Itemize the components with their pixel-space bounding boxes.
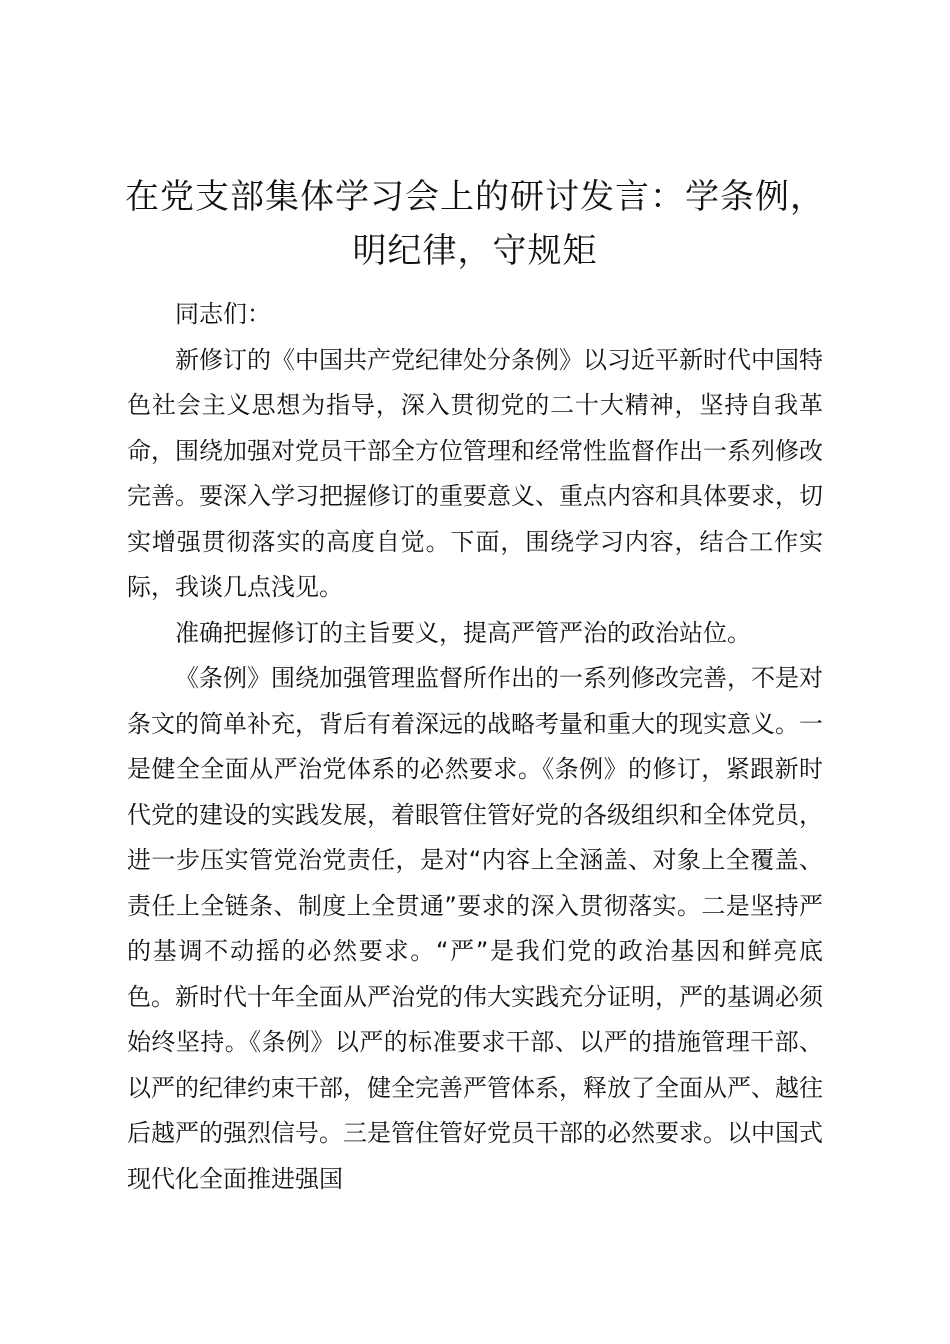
document-title: 在党支部集体学习会上的研讨发言：学条例，明纪律，守规矩: [125, 177, 825, 271]
paragraph-salutation: 同志们：: [175, 300, 271, 328]
paragraph-heading: 准确把握修订的主旨要义，提高严管严治的政治站位。: [175, 618, 751, 647]
document-body: [127, 292, 823, 1202]
paragraph-body: 《条例》围绕加强管理监督所作出的一系列修改完善，不是对条文的简单补充，背后有着深远的战略考量和重大的现实意义。一是健全全面从严治党体系的必然要求。《条例》的修订，紧跟新时代党的建设的实践发展，着眼管住管好党的各级组织和全体党员，进一步压实管党治党责任，是对“内容上全涵盖、对象上全覆盖、责任上全链条、制度上全贯通”要求的深入贯彻落实。二是坚持严的基调不动摇的必然要求。“严”是我们党的政治基因和鲜亮底色。新时代十年全面从严治党的伟大实践充分证明，严的基调必须始终坚持。《条例》以严的标准要求干部、以严的措施管理干部、以严的纪律约束干部，健全完善严管体系，释放了全面从严、越往后越严的强烈信号。三是管住管好党员干部的必然要求。以中国式现代化全面推进强国: [127, 664, 823, 1193]
paragraph-intro: 新修订的《中国共产党纪律处分条例》以习近平新时代中国特色社会主义思想为指导，深入贯彻党的二十大精神，坚持自我革命，围绕加强对党员干部全方位管理和经常性监督作出一系列修改完善。要深入学习把握修订的重要意义、重点内容和具体要求，切实增强贯彻落实的高度自觉。下面，围绕学习内容，结合工作实际，我谈几点浅见。: [127, 345, 823, 601]
